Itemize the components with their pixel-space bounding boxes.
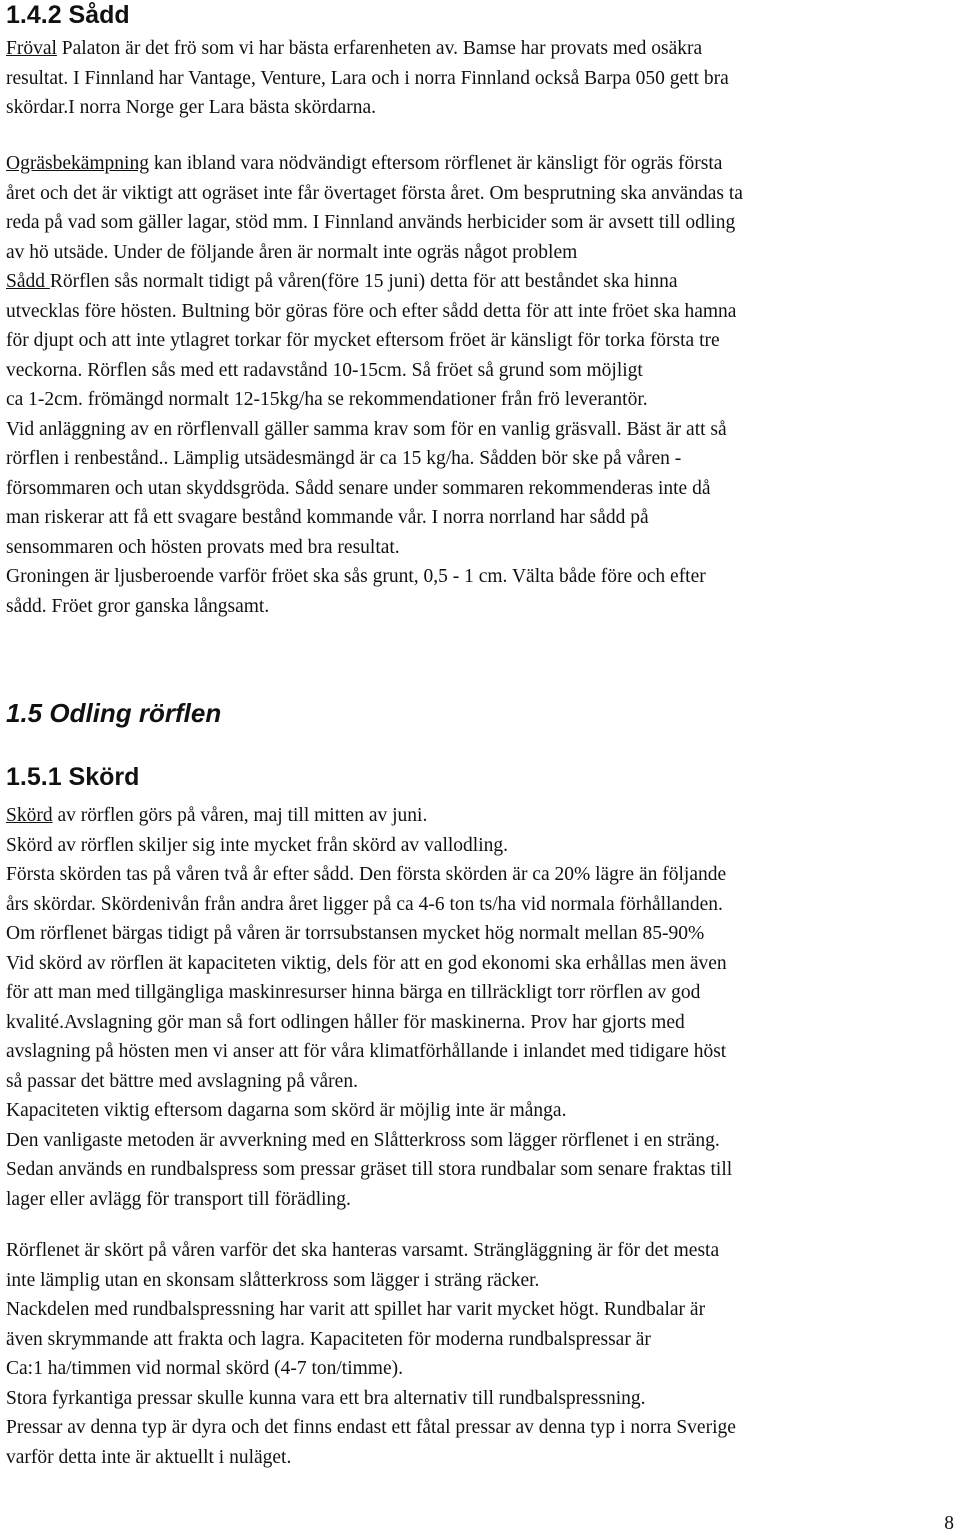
text-line: Nackdelen med rundbalspressning har varit att spillet har varit mycket högt. Rundbalar är bbox=[6, 1299, 706, 1320]
ograsbekampning-link[interactable]: Ogräsbekämpning bbox=[6, 153, 149, 174]
text-line: man riskerar att få ett svagare bestånd kommande vår. I norra norrland har sådd på bbox=[6, 507, 649, 528]
paragraph-skord bbox=[6, 801, 956, 1214]
text-line: avslagning på hösten men vi anser att för våra klimatförhållande i inlandet med tidigare höst bbox=[6, 1041, 727, 1062]
text-line: året och det är viktigt att ogräset inte får övertaget första året. Om besprutning ska användas ta bbox=[6, 182, 743, 204]
text-line: för att man med tillgängliga maskinresurser hinna bärga en tillräckligt torr rörflen av god bbox=[6, 982, 701, 1003]
text-line: Vid anläggning av en rörflenvall gäller samma krav som för en vanlig gräsvall. Bäst är att så bbox=[6, 418, 727, 440]
text-line: Groningen är ljusberoende varför fröet ska sås grunt, 0,5 - 1 cm. Välta både före och efter bbox=[6, 566, 706, 587]
paragraph-ograsbekampning bbox=[6, 149, 956, 621]
text-line: för djupt och att inte ytlagret torkar för mycket eftersom fröet är känsligt för torka första tre bbox=[6, 330, 720, 351]
paragraph-rorflen-skort bbox=[6, 1236, 956, 1472]
text-line: rörflen i renbestånd.. Lämplig utsädesmängd är ca 15 kg/ha. Sådden bör ske på våren - bbox=[6, 448, 682, 469]
froval-link[interactable]: Fröval bbox=[6, 38, 57, 59]
text-line: kan ibland vara nödvändigt eftersom rörflenet är känsligt för ogräs första bbox=[148, 153, 723, 174]
text-line: reda på vad som gäller lagar, stöd mm. I Finnland används herbicider som är avsett till odling bbox=[6, 212, 736, 233]
text-line: utvecklas före hösten. Bultning bör göras före och efter sådd detta för att inte fröet ska hamna bbox=[6, 300, 737, 322]
sadd-link[interactable]: Sådd bbox=[6, 271, 50, 292]
text-line: av hö utsäde. Under de följande åren är normalt inte ogräs något problem bbox=[6, 241, 578, 263]
heading-1-5-1: 1.5.1 Skörd bbox=[6, 763, 140, 791]
text-line: Vid skörd av rörflen ät kapaciteten viktig, dels för att en god ekonomi ska erhållas men även bbox=[6, 952, 727, 974]
text-line: ca 1-2cm. frömängd normalt 12-15kg/ha se rekommendationer från frö leverantör. bbox=[6, 389, 648, 410]
heading-1-4-2: 1.4.2 Sådd bbox=[6, 1, 130, 29]
text-line: Om rörflenet bärgas tidigt på våren är torrsubstansen mycket hög normalt mellan 85-90% bbox=[6, 923, 705, 944]
text-line: års skördar. Skördenivån från andra året ligger på ca 4-6 ton ts/ha vid normala förhållanden. bbox=[6, 893, 723, 915]
text-line: Palaton är det frö som vi har bästa erfarenheten av. Bamse har provats med osäkra bbox=[56, 38, 703, 59]
text-line: kvalité.Avslagning gör man så fort odlingen håller för maskinerna. Prov har gjorts med bbox=[6, 1011, 685, 1033]
text-line: Första skörden tas på våren två år efter sådd. Den första skörden är ca 20% lägre än följande bbox=[6, 864, 727, 885]
text-line: Rörflenet är skört på våren varför det ska hanteras varsamt. Strängläggning är för det mesta bbox=[6, 1240, 720, 1261]
text-line: så passar det bättre med avslagning på våren. bbox=[6, 1070, 358, 1092]
heading-1-5: 1.5 Odling rörflen bbox=[6, 698, 222, 728]
text-line: av rörflen görs på våren, maj till mitten av juni. bbox=[52, 805, 428, 826]
text-line: inte lämplig utan en skonsam slåtterkross som lägger i sträng räcker. bbox=[6, 1269, 540, 1291]
text-line: Ca:1 ha/timmen vid normal skörd (4-7 ton/timme). bbox=[6, 1358, 403, 1379]
text-line: skördar.I norra Norge ger Lara bästa skördarna. bbox=[6, 97, 376, 118]
text-line: sensommaren och hösten provats med bra resultat. bbox=[6, 536, 400, 558]
skord-link[interactable]: Skörd bbox=[6, 805, 53, 826]
text-line: varför detta inte är aktuellt i nuläget. bbox=[6, 1446, 292, 1468]
text-line: Den vanligaste metoden är avverkning med en Slåtterkross som lägger rörflenet i en sträng. bbox=[6, 1129, 720, 1151]
text-line: veckorna. Rörflen sås med ett radavstånd 10-15cm. Så fröet så grund som möjligt bbox=[6, 359, 643, 381]
text-line: Rörflen sås normalt tidigt på våren(före 15 juni) detta för att beståndet ska hinna bbox=[49, 271, 678, 292]
text-line: försommaren och utan skyddsgröda. Sådd senare under sommaren rekommenderas inte då bbox=[6, 477, 711, 499]
text-line: även skrymmande att frakta och lagra. Kapaciteten för moderna rundbalspressar är bbox=[6, 1328, 651, 1350]
text-line: Kapaciteten viktig eftersom dagarna som skörd är möjlig inte är många. bbox=[6, 1100, 567, 1121]
text-line: lager eller avlägg för transport till förädling. bbox=[6, 1188, 351, 1210]
text-line: sådd. Fröet gror ganska långsamt. bbox=[6, 595, 270, 617]
text-line: Stora fyrkantiga pressar skulle kunna vara ett bra alternativ till rundbalspressning. bbox=[6, 1387, 646, 1409]
text-line: resultat. I Finnland har Vantage, Venture, Lara och i norra Finnland också Barpa 050 gett bra bbox=[6, 67, 729, 89]
page-number: 8 bbox=[944, 1513, 954, 1534]
paragraph-froval bbox=[6, 34, 956, 123]
text-line: Skörd av rörflen skiljer sig inte mycket från skörd av vallodling. bbox=[6, 834, 509, 856]
text-line: Pressar av denna typ är dyra och det finns endast ett fåtal pressar av denna typ i norra Sverige bbox=[6, 1417, 736, 1438]
text-line: Sedan används en rundbalspress som pressar gräset till stora rundbalar som senare fraktas till bbox=[6, 1159, 733, 1180]
